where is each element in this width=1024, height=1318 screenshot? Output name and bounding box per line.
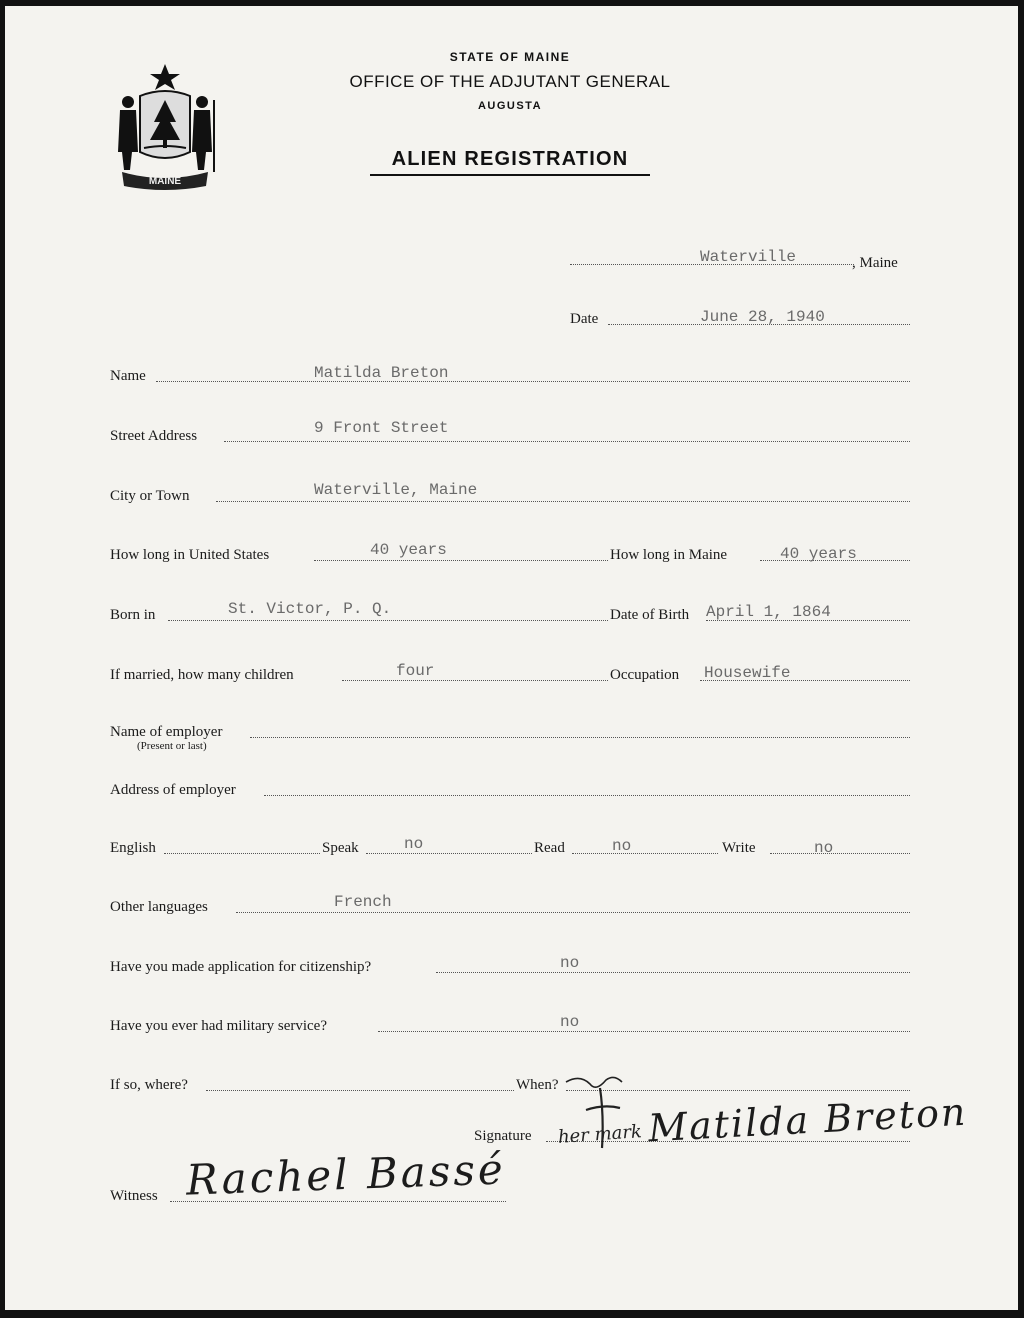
street-value: 9 Front Street (314, 419, 449, 437)
maine-value: 40 years (780, 545, 857, 563)
name-dots (156, 381, 910, 382)
occupation-label: Occupation (610, 667, 680, 683)
other-lang-label: Other languages (110, 899, 208, 915)
header-state: STATE OF MAINE (449, 50, 571, 64)
form-title: ALIEN REGISTRATION (370, 148, 650, 176)
state-seal-icon (110, 60, 220, 190)
children-value: four (396, 662, 435, 680)
children-label: If married, how many children (110, 667, 294, 683)
place-suffix: , Maine (852, 255, 898, 271)
where-label: If so, where? (110, 1077, 188, 1093)
born-dots (168, 620, 608, 621)
read-label: Read (534, 840, 565, 856)
children-dots (342, 680, 608, 681)
employer-address-label: Address of employer (110, 782, 236, 798)
mark-note: her mark (557, 1121, 643, 1148)
military-value: no (560, 1013, 580, 1031)
english-dots (164, 853, 320, 854)
where-dots (206, 1090, 514, 1091)
header-city: AUGUSTA (477, 100, 543, 112)
employer-address-dots (264, 795, 910, 796)
place-value: Waterville (700, 248, 797, 266)
speak-label: Speak (322, 840, 359, 856)
occupation-value: Housewife (704, 664, 791, 682)
citizenship-value: no (560, 954, 580, 972)
other-lang-value: French (334, 893, 392, 911)
other-lang-dots (236, 912, 910, 913)
city-value: Waterville, Maine (314, 481, 478, 499)
us-value: 40 years (370, 541, 447, 559)
military-dots (378, 1031, 910, 1032)
dob-label: Date of Birth (610, 607, 690, 623)
scan-edge-bottom (0, 1310, 1024, 1318)
witness-signature: Rachel Bassé (185, 1144, 507, 1205)
city-dots (216, 501, 910, 502)
us-dots (314, 560, 608, 561)
maine-label: How long in Maine (610, 547, 728, 563)
military-label: Have you ever had military service? (110, 1018, 327, 1034)
svg-text:MAINE: MAINE (148, 176, 182, 187)
scan-edge-right (1018, 0, 1024, 1318)
write-value: no (814, 839, 834, 857)
city-label: City or Town (110, 488, 190, 504)
speak-value: no (404, 835, 424, 853)
write-dots (770, 853, 910, 854)
employer-label: Name of employer (110, 724, 223, 740)
name-value: Matilda Breton (314, 364, 449, 382)
scan-edge-top (0, 0, 1024, 6)
dob-value: April 1, 1864 (706, 603, 831, 621)
employer-sublabel: (Present or last) (137, 740, 207, 752)
speak-dots (366, 853, 532, 854)
employer-dots (250, 737, 910, 738)
english-label: English (110, 840, 156, 856)
signature-label: Signature (474, 1128, 532, 1144)
born-value: St. Victor, P. Q. (228, 600, 392, 618)
name-label: Name (110, 368, 146, 384)
read-value: no (612, 837, 632, 855)
born-label: Born in (110, 607, 156, 623)
when-label: When? (516, 1077, 559, 1093)
citizenship-dots (436, 972, 910, 973)
us-label: How long in United States (110, 547, 270, 563)
signer-signature: Matilda Breton (647, 1089, 969, 1151)
scan-edge-left (0, 0, 5, 1318)
date-value: June 28, 1940 (700, 308, 825, 326)
street-label: Street Address (110, 428, 198, 444)
citizenship-label: Have you made application for citizenship? (110, 959, 372, 975)
street-dots (224, 441, 910, 442)
read-dots (572, 853, 718, 854)
witness-label: Witness (110, 1188, 158, 1204)
header-office: OFFICE OF THE ADJUTANT GENERAL (349, 72, 671, 91)
write-label: Write (722, 840, 756, 856)
date-label: Date (570, 311, 599, 327)
